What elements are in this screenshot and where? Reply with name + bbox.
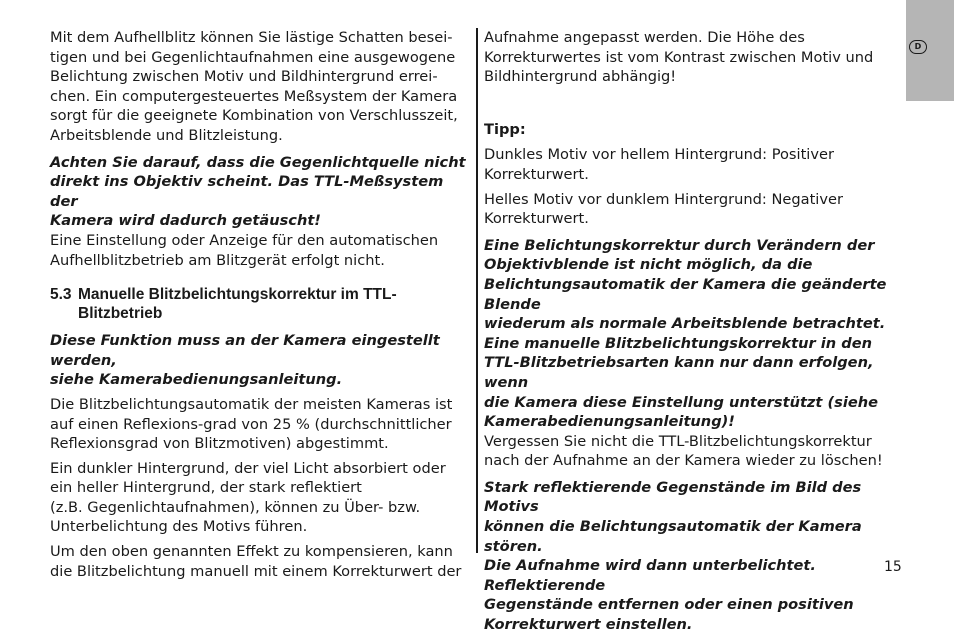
text-line: die Blitzbelichtung manuell mit einem Korrekturwert der <box>50 562 462 580</box>
text-line: Gegenstände entfernen oder einen positiven <box>484 596 854 614</box>
text-line: Eine Belichtungskorrektur durch Verändern der <box>484 236 875 254</box>
text-line: die Kamera diese Einstellung unterstützt (siehe <box>484 393 879 411</box>
text-line: Blitzbetrieb <box>78 305 163 323</box>
column-divider <box>476 28 478 553</box>
warning-aperture <box>484 236 902 432</box>
text-line: Bildhintergrund abhängig! <box>484 68 677 86</box>
text-line: auf einen Reflexions-grad von 25 % (durchschnittlicher <box>50 415 452 433</box>
text-line: Aufnahme angepasst werden. Die Höhe des <box>484 29 805 46</box>
text-line: direkt ins Objektiv scheint. Das TTL-Meßsystem der <box>50 173 444 210</box>
warning-reflective <box>484 478 902 635</box>
section-title <box>78 285 397 323</box>
paragraph-reflection <box>50 395 472 454</box>
text-line: Ein dunkler Hintergrund, der viel Licht absorbiert oder <box>50 459 446 477</box>
text-line: Reflexionsgrad von Blitzmotiven) abgestimmt. <box>50 435 389 453</box>
text-line: Belichtung zwischen Motiv und Bildhintergrund errei- <box>50 68 438 86</box>
text-line: Objektivblende ist nicht möglich, da die <box>484 256 813 274</box>
section-number: 5.3 <box>50 286 72 304</box>
page-number: 15 <box>884 559 902 575</box>
warning-backlight <box>50 153 472 231</box>
text-line: Dunkles Motiv vor hellem Hintergrund: Positiver <box>484 146 834 164</box>
text-line: siehe Kamerabedienungsanleitung. <box>50 371 343 389</box>
paragraph-reset <box>484 432 902 471</box>
language-badge: D <box>909 40 927 54</box>
text-line: Kamerabedienungsanleitung)! <box>484 413 735 431</box>
section-heading <box>50 285 472 323</box>
note-camera-setting <box>50 331 472 390</box>
text-line: TTL-Blitzbetriebsarten kann nur dann erfolgen, wenn <box>484 354 874 391</box>
paragraph-setting <box>50 231 472 270</box>
text-line: Die Blitzbelichtungsautomatik der meisten Kameras ist <box>50 395 453 413</box>
paragraph-continuation <box>484 28 902 87</box>
text-line: nach der Aufnahme an der Kamera wieder zu löschen! <box>484 452 883 470</box>
left-column <box>50 28 472 581</box>
text-line: Unterbelichtung des Motivs führen. <box>50 518 308 536</box>
text-line: sorgt für die geeignete Kombination von Verschlusszeit, <box>50 107 458 125</box>
text-line: chen. Ein computergesteuertes Meßsystem der Kamera <box>50 87 458 105</box>
text-line: wiederum als normale Arbeitsblende betrachtet. <box>484 315 886 333</box>
paragraph-intro <box>50 28 472 146</box>
text-line: Achten Sie darauf, dass die Gegenlichtquelle nicht <box>50 153 466 171</box>
tip-bright-subject <box>484 190 902 229</box>
text-line: Aufhellblitzbetrieb am Blitzgerät erfolgt nicht. <box>50 251 385 269</box>
text-line: können die Belichtungsautomatik der Kamera stören. <box>484 518 862 555</box>
text-line: Korrekturwert einstellen. <box>484 616 693 634</box>
paragraph-background <box>50 459 472 537</box>
text-line: Diese Funktion muss an der Kamera eingestellt werden, <box>50 332 440 369</box>
text-line: Vergessen Sie nicht die TTL-Blitzbelichtungskorrektur <box>484 432 872 450</box>
text-line: Eine Einstellung oder Anzeige für den automatischen <box>50 231 439 249</box>
paragraph-compensation <box>50 542 472 581</box>
text-line: Mit dem Aufhellblitz können Sie lästige Schatten besei- <box>50 29 453 46</box>
tip-label: Tipp: <box>484 120 526 138</box>
text-line: Stark reflektierende Gegenstände im Bild des Motivs <box>484 478 862 516</box>
text-line: Kamera wird dadurch getäuscht! <box>50 212 321 230</box>
tip-dark-subject <box>484 145 902 184</box>
text-line: Korrekturwert. <box>484 210 589 228</box>
text-line: Um den oben genannten Effekt zu kompensieren, kann <box>50 543 453 561</box>
text-line: Die Aufnahme wird dann unterbelichtet. Reflektierende <box>484 557 816 594</box>
text-line: Manuelle Blitzbelichtungskorrektur im TTL- <box>78 286 397 304</box>
text-line: Korrekturwert. <box>484 165 589 183</box>
right-column <box>484 28 902 635</box>
text-line: Eine manuelle Blitzbelichtungskorrektur in den <box>484 334 872 352</box>
text-line: (z.B. Gegenlichtaufnahmen), können zu Über- bzw. <box>50 498 421 516</box>
text-line: Arbeitsblende und Blitzleistung. <box>50 126 283 144</box>
text-line: Korrekturwertes ist vom Kontrast zwischen Motiv und <box>484 48 874 66</box>
text-line: Belichtungsautomatik der Kamera die geänderte Blende <box>484 275 887 313</box>
text-line: Helles Motiv vor dunklem Hintergrund: Negativer <box>484 190 843 208</box>
text-line: tigen und bei Gegenlichtaufnahmen eine ausgewogene <box>50 48 456 66</box>
text-line: ein heller Hintergrund, der stark reflektiert <box>50 479 362 497</box>
